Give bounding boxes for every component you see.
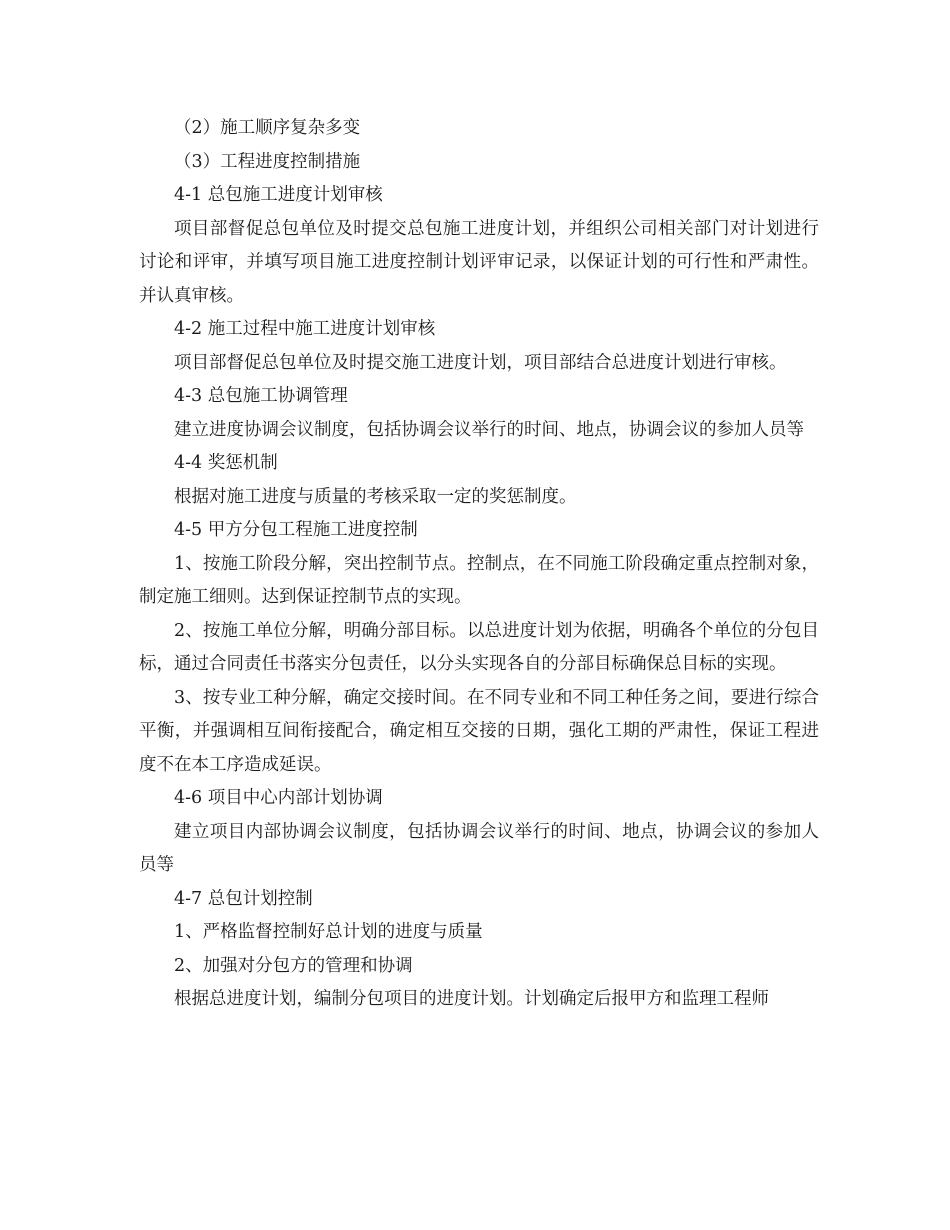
paragraph-progress-control-measures: （3）工程进度控制措施 bbox=[174, 151, 361, 172]
heading-4-3: 4-3 总包施工协调管理 bbox=[174, 386, 348, 406]
paragraph-4-1-body: 项目部督促总包单位及时提交总包施工进度计划，并组织公司相关部门对计划进行讨论和评审，并填写项目施工进度控制计划评审记录，以保证计划的可行性和严肃性。并认真审核。 bbox=[139, 218, 819, 306]
paragraph-4-6-body: 建立项目内部协调会议制度，包括协调会议举行的时间、地点，协调会议的参加人员等 bbox=[139, 821, 819, 875]
heading-4-5: 4-5 甲方分包工程施工进度控制 bbox=[174, 520, 418, 540]
heading-4-6: 4-6 项目中心内部计划协调 bbox=[174, 788, 383, 808]
paragraph-4-5-item-2: 2、按施工单位分解，明确分部目标。以总进度计划为依据，明确各个单位的分包目标，通过合同责任书落实分包责任，以分头实现各自的分部目标确保总目标的实现。 bbox=[139, 620, 819, 674]
paragraph-4-4-body: 根据对施工进度与质量的考核采取一定的奖惩制度。 bbox=[174, 486, 577, 507]
document-body bbox=[139, 112, 819, 1017]
paragraph-4-5-item-3: 3、按专业工种分解，确定交接时间。在不同专业和不同工种任务之间，要进行综合平衡，并强调相互间衔接配合，确定相互交接的日期，强化工期的严肃性，保证工程进度不在本工序造成延误。 bbox=[139, 687, 819, 775]
heading-4-1: 4-1 总包施工进度计划审核 bbox=[174, 185, 383, 205]
heading-4-7: 4-7 总包计划控制 bbox=[174, 888, 313, 909]
heading-4-2: 4-2 施工过程中施工进度计划审核 bbox=[174, 319, 436, 339]
paragraph-4-7-item-1: 1、严格监督控制好总计划的进度与质量 bbox=[174, 922, 483, 942]
paragraph-4-5-item-1: 1、按施工阶段分解，突出控制节点。控制点，在不同施工阶段确定重点控制对象，制定施工细则。达到保证控制节点的实现。 bbox=[139, 553, 819, 607]
paragraph-4-7-item-2: 2、加强对分包方的管理和协调 bbox=[174, 955, 413, 976]
paragraph-construction-sequence: （2）施工顺序复杂多变 bbox=[174, 118, 361, 138]
paragraph-4-7-body: 根据总进度计划，编制分包项目的进度计划。计划确定后报甲方和监理工程师 bbox=[174, 989, 769, 1009]
heading-4-4: 4-4 奖惩机制 bbox=[174, 453, 278, 473]
paragraph-4-3-body: 建立进度协调会议制度，包括协调会议举行的时间、地点，协调会议的参加人员等 bbox=[174, 419, 804, 440]
paragraph-4-2-body: 项目部督促总包单位及时提交施工进度计划，项目部结合总进度计划进行审核。 bbox=[174, 352, 787, 373]
